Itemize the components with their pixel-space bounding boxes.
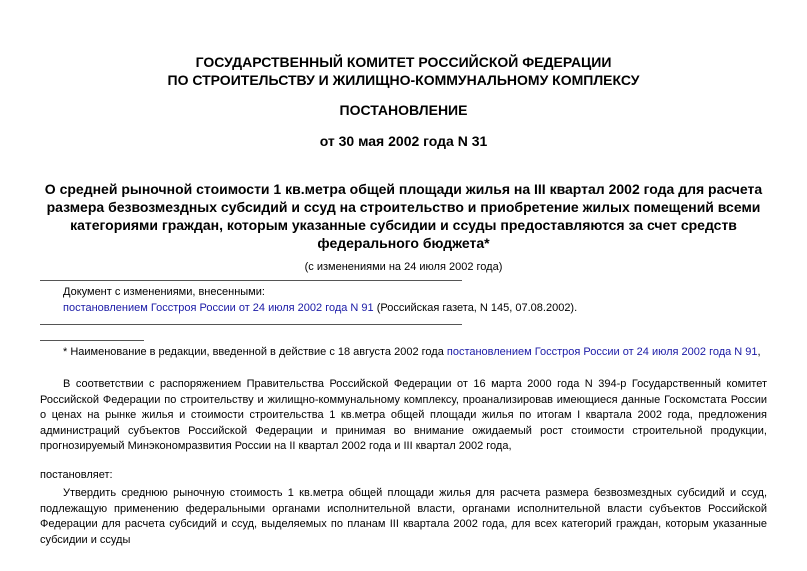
preamble-paragraph: В соответствии с распоряжением Правительства Российской Федерации от 16 марта 2000 года N 394-р Государственный комитет Российской Федерации по строительству и жилищно-коммунальному комплексу, проанализировав имеющиеся данные Госкомстата России о ценах на рынке жилья и стоимости строительства 1 кв.метра общей площади жилья по итогам I квартала 2002 года, предложения администраций субъектов Российской Федерации и принимая во внимание ожидаемый рост стоимости строительной продукции, прогнозируемый Минэкономразвития России на II квартал 2002 года и III квартал 2002 года, (40, 378, 767, 452)
footnote-rule (40, 340, 144, 341)
footnote-tail: , (757, 346, 761, 358)
amendment-source: (Российская газета, N 145, 07.08.2002). (373, 302, 578, 314)
amendments-line (63, 301, 577, 316)
footnote-text: * Наименование в редакции, введенной в действие с 18 августа 2002 года (63, 346, 447, 358)
changes-note: (с изменениями на 24 июля 2002 года) (304, 261, 503, 273)
amendments-intro: Документ с изменениями, внесенными: (63, 286, 265, 298)
doc-date: от 30 мая 2002 года N 31 (319, 133, 488, 149)
footnote-link[interactable]: постановлением Госстроя России от 24 июля 2002 года N 91 (446, 346, 758, 358)
org-name-line2: ПО СТРОИТЕЛЬСТВУ И ЖИЛИЩНО-КОММУНАЛЬНОМУ КОМПЛЕКСУ (167, 72, 640, 88)
doc-title: О средней рыночной стоимости 1 кв.метра общей площади жилья на III квартал 2002 года для расчета размера безвозмездных субсидий и ссуд на строительство и приобретение жилых помещений всеми категориями граждан, которым указанные субсидии и ссуды предоставляются за счет средств федерального бюджета* (44, 181, 763, 251)
divider-top (40, 280, 462, 281)
doc-type: ПОСТАНОВЛЕНИЕ (339, 102, 468, 118)
org-name-line1: ГОСУДАРСТВЕННЫЙ КОМИТЕТ РОССИЙСКОЙ ФЕДЕРАЦИИ (195, 54, 612, 70)
item1-paragraph: Утвердить среднюю рыночную стоимость 1 кв.метра общей площади жилья для расчета размера безвозмездных субсидий и ссуд, подлежащую применению федеральными органами исполнительной власти, органами исполнительной власти субъектов Российской Федерации для расчета субсидий и ссуд, выделяемых по планам III квартала 2002 года, для всех категорий граждан, которым указанные субсидии и ссуды (40, 487, 767, 546)
resolves-label: постановляет: (40, 469, 113, 481)
footnote (63, 345, 761, 360)
amendment-link[interactable]: постановлением Госстроя России от 24 июля 2002 года N 91 (63, 302, 374, 314)
divider-bottom (40, 324, 462, 325)
